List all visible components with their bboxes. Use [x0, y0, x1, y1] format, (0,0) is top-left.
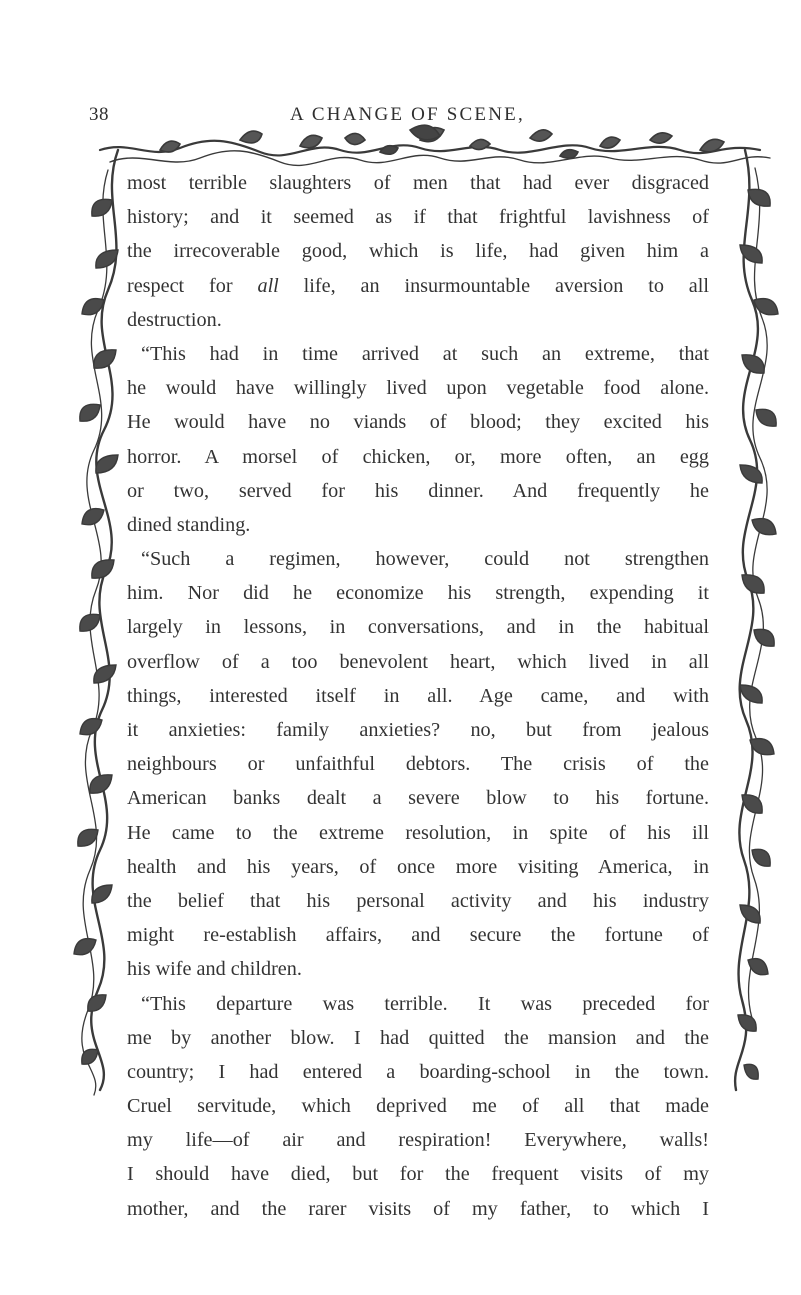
text-line: history; and it seemed as if that frightful lavishness of	[127, 206, 709, 229]
text-line: destruction.	[127, 308, 222, 331]
text-line: “This had in time arrived at such an extreme, that	[141, 342, 709, 365]
text-line: his wife and children.	[127, 958, 302, 981]
text-line: country; I had entered a boarding-school in the town.	[127, 1060, 709, 1083]
text-line: him. Nor did he economize his strength, expending it	[127, 582, 709, 605]
text-line: He would have no viands of blood; they excited his	[127, 411, 709, 434]
text-line: it anxieties: family anxieties? no, but from jealous	[127, 719, 709, 741]
text-line: the belief that his personal activity and his industry	[127, 889, 709, 912]
text-line: the irrecoverable good, which is life, had given him a	[127, 240, 709, 263]
text-line: things, interested itself in all. Age came, and with	[127, 684, 709, 707]
text-line: American banks dealt a severe blow to his fortune.	[127, 787, 709, 810]
text-line: largely in lessons, in conversations, and in the habitual	[127, 616, 709, 639]
text-fragment: respect for	[127, 274, 258, 297]
text-line: health and his years, of once more visiting America, in	[127, 855, 709, 878]
text-fragment: life, an insurmountable aversion to all	[278, 274, 709, 297]
text-line: dined standing.	[127, 513, 251, 536]
body-text	[127, 166, 709, 1226]
running-title: A CHANGE OF SCENE,	[290, 104, 525, 125]
text-line: I should have died, but for the frequent visits of my	[127, 1163, 709, 1186]
text-line: He came to the extreme resolution, in spite of his ill	[127, 821, 709, 844]
text-line: mother, and the rarer visits of my father, to which I	[127, 1197, 709, 1220]
text-line: Cruel servitude, which deprived me of all that made	[127, 1095, 709, 1118]
text-line: or two, served for his dinner. And frequently he	[127, 479, 709, 502]
text-line: my life—of air and respiration! Everywhere, walls!	[127, 1129, 709, 1152]
text-line: he would have willingly lived upon vegetable food alone.	[127, 377, 709, 400]
text-line: neighbours or unfaithful debtors. The crisis of the	[127, 753, 709, 776]
text-line: might re-establish affairs, and secure the fortune of	[127, 924, 709, 947]
running-head	[0, 104, 801, 128]
text-line: me by another blow. I had quitted the mansion and the	[127, 1026, 709, 1049]
italic-word: all	[257, 274, 279, 297]
text-line: “Such a regimen, however, could not strengthen	[141, 548, 709, 571]
text-line-with-italic	[127, 269, 709, 303]
text-line: “This departure was terrible. It was preceded for	[141, 992, 709, 1015]
text-line: horror. A morsel of chicken, or, more often, an egg	[127, 445, 709, 468]
text-line: overflow of a too benevolent heart, which lived in all	[127, 650, 709, 673]
page-number: 38	[89, 104, 109, 125]
text-line: most terrible slaughters of men that had ever disgraced	[127, 172, 709, 194]
